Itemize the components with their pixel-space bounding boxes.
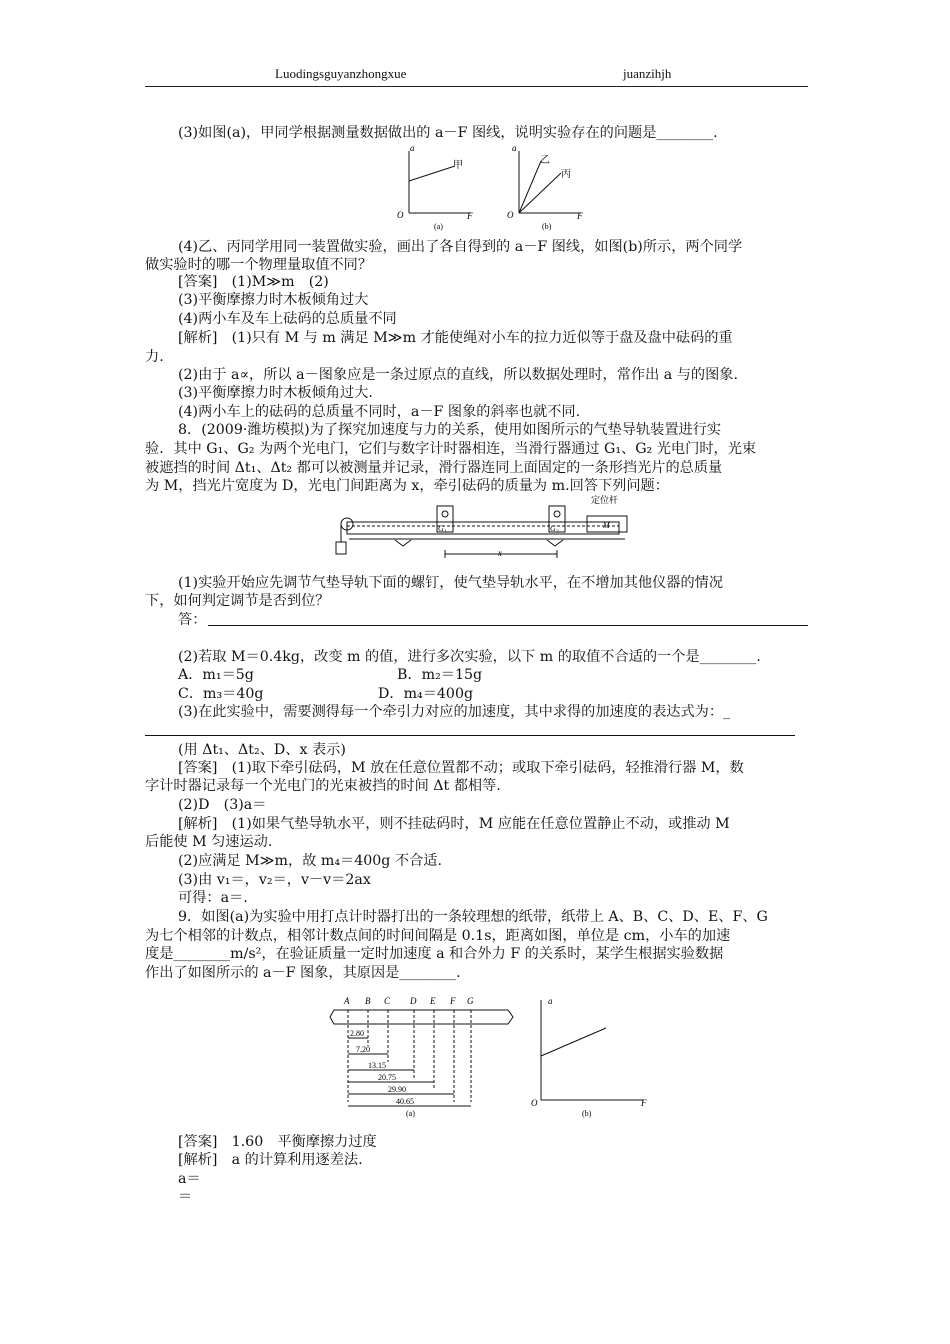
analysis-9: [解析] a 的计算利用逐差法. [178, 1152, 363, 1168]
answer-8-line1: [答案] (1)取下牵引砝码，M 放在任意位置都不动；或取下牵引砝码，轻推滑行器 M，数 [178, 760, 744, 776]
problem-9-line3: 度是________m/s²，在验证质量一定时加速度 a 和合外力 F 的关系时，某学生根据实验数据 [145, 946, 724, 962]
fig-a-origin: O [397, 210, 404, 220]
analysis-8-line4: (3)由 v₁＝，v₂＝，v－v＝2ax [178, 872, 371, 888]
fig-paper-tape [326, 990, 656, 1120]
analysis-8-line3: (2)应满足 M≫m，故 m₄＝400g 不合适. [178, 853, 442, 869]
page-header [145, 66, 808, 87]
answer-8-line3: (2)D (3)a＝ [178, 797, 267, 813]
q8-2: (2)若取 M＝0.4kg，改变 m 的值，进行多次实验，以下 m 的取值不合适的一个是________. [178, 649, 761, 665]
tape-graph-origin: O [531, 1098, 538, 1108]
fig-b-x-label: F [577, 211, 583, 221]
question-4-line2: 做实验时的哪一个物理量取值不同？ [145, 257, 373, 273]
fig-air-track [325, 494, 635, 572]
fig-b-y-label: a [512, 143, 517, 153]
label-rod: 定位杆 [591, 495, 619, 505]
fig-a-x-label: F [467, 211, 473, 221]
tape-point-d: D [410, 996, 417, 1006]
tape-dist-3: 13.15 [368, 1061, 386, 1070]
answer-9: [答案] 1.60 平衡摩擦力过度 [178, 1134, 377, 1150]
q8-1-line2: 下，如何判定调节是否到位？ [145, 593, 330, 609]
tape-point-a: A [344, 996, 350, 1006]
q8-1-line1: (1)实验开始应先调节气垫导轨下面的螺钉，使气垫导轨水平，在不增加其他仪器的情况 [178, 575, 724, 591]
option-a: A．m₁＝5g [178, 667, 254, 683]
label-bing: 丙 [561, 169, 571, 180]
fig-b-caption: (b) [542, 222, 552, 231]
tape-dist-1: 2.80 [350, 1029, 364, 1038]
analysis-9-a: a＝ [178, 1171, 201, 1187]
tape-dist-6: 40.65 [396, 1097, 414, 1106]
problem-8-line3: 被遮挡的时间 Δt₁、Δt₂ 都可以被测量并记录，滑行器连同上面固定的一条形挡光片的总质量 [145, 460, 723, 476]
option-b: B．m₂＝15g [397, 667, 483, 683]
tape-point-c: C [384, 996, 391, 1006]
option-c: C．m₃＝40g [178, 686, 264, 702]
header-left: Luodingsguyanzhongxue [275, 66, 407, 81]
problem-9-line1: 9．如图(a)为实验中用打点计时器打出的一条较理想的纸带，纸带上 A、B、C、D、E、F、G [178, 909, 768, 925]
tape-caption-b: (b) [582, 1109, 592, 1118]
answer-line2: (3)平衡摩擦力时木板倾角过大 [178, 292, 369, 308]
q8-3-blank-line [145, 735, 795, 736]
label-yi: 乙 [540, 155, 550, 166]
analysis-line5: (4)两小车上的砝码的总质量不同时，a－F 图象的斜率也就不同. [178, 404, 581, 420]
fig-a-y-label: a [410, 143, 415, 153]
analysis-9-b: ＝ [178, 1189, 193, 1205]
tape-dist-4: 20.75 [378, 1073, 396, 1082]
tape-graph-x-label: F [641, 1098, 647, 1108]
label-x: x [498, 548, 502, 558]
analysis-line1: [解析] (1)只有 M 与 m 满足 M≫m 才能使绳对小车的拉力近似等于盘及盘中砝码的重 [178, 330, 733, 346]
label-g1: G₁ [438, 524, 447, 533]
answer-8-line2: 字计时器记录每一个光电门的光束被挡的时间 Δt 都相等. [145, 778, 501, 794]
tape-point-f: F [450, 996, 456, 1006]
header-right: juanzihjh [623, 66, 672, 81]
answer-blank-line [208, 625, 808, 626]
label-g2: G₂ [550, 524, 559, 533]
answer-line3: (4)两小车及车上砝码的总质量不同 [178, 311, 397, 327]
label-jia: 甲 [453, 160, 463, 171]
analysis-8-line1: [解析] (1)如果气垫导轨水平，则不挂砝码时，M 应能在任意位置静止不动，或推动 M [178, 816, 730, 832]
fig-af-graphs [395, 143, 595, 233]
tape-point-b: B [365, 996, 371, 1006]
q8-3: (3)在此实验中，需要测得每一个牵引力对应的加速度，其中求得的加速度的表达式为：_ [178, 704, 731, 720]
analysis-line3: (2)由于 a∝，所以 a－图象应是一条过原点的直线，所以数据处理时，常作出 a 与的图象. [178, 367, 739, 383]
analysis-line2: 力. [145, 349, 164, 365]
problem-8-line1: 8．(2009·潍坊模拟)为了探究加速度与力的关系，使用如图所示的气垫导轨装置进行实 [178, 422, 722, 438]
problem-8-line2: 验．其中 G₁、G₂ 为两个光电门，它们与数字计时器相连，当滑行器通过 G₁、G₂ 光电门时，光束 [145, 441, 757, 457]
question-4-line1: (4)乙、丙同学用同一装置做实验，画出了各自得到的 a－F 图线，如图(b)所示，两个同学 [178, 239, 743, 255]
analysis-8-line2: 后能使 M 匀速运动. [145, 834, 273, 850]
q8-1-answer-label: 答： [178, 612, 207, 628]
tape-dist-5: 29.90 [388, 1085, 406, 1094]
label-m: M [603, 521, 610, 530]
fig-a-caption: (a) [434, 222, 443, 231]
tape-point-e: E [430, 996, 436, 1006]
analysis-line4: (3)平衡摩擦力时木板倾角过大. [178, 385, 373, 401]
question-3: (3)如图(a)，甲同学根据测量数据做出的 a－F 图线，说明实验存在的问题是________. [178, 125, 718, 141]
fig-b-origin: O [507, 210, 514, 220]
answer-line1: [答案] (1)M≫m (2) [178, 274, 329, 290]
analysis-8-line5: 可得：a＝. [178, 890, 248, 906]
q8-3-note: (用 Δt₁、Δt₂、D、x 表示) [178, 742, 346, 758]
problem-9-line4: 作出了如图所示的 a－F 图象，其原因是________. [145, 965, 461, 981]
tape-caption-a: (a) [406, 1109, 415, 1118]
tape-dist-2: 7.20 [356, 1045, 370, 1054]
problem-8-line4: 为 M，挡光片宽度为 D，光电门间距离为 x，牵引砝码的质量为 m.回答下列问题： [145, 478, 669, 494]
tape-graph-y-label: a [548, 996, 553, 1006]
tape-point-g: G [467, 996, 474, 1006]
problem-9-line2: 为七个相邻的计数点，相邻计数点间的时间间隔是 0.1s，距离如图，单位是 cm，小车的加速 [145, 928, 731, 944]
option-d: D．m₄＝400g [378, 686, 474, 702]
